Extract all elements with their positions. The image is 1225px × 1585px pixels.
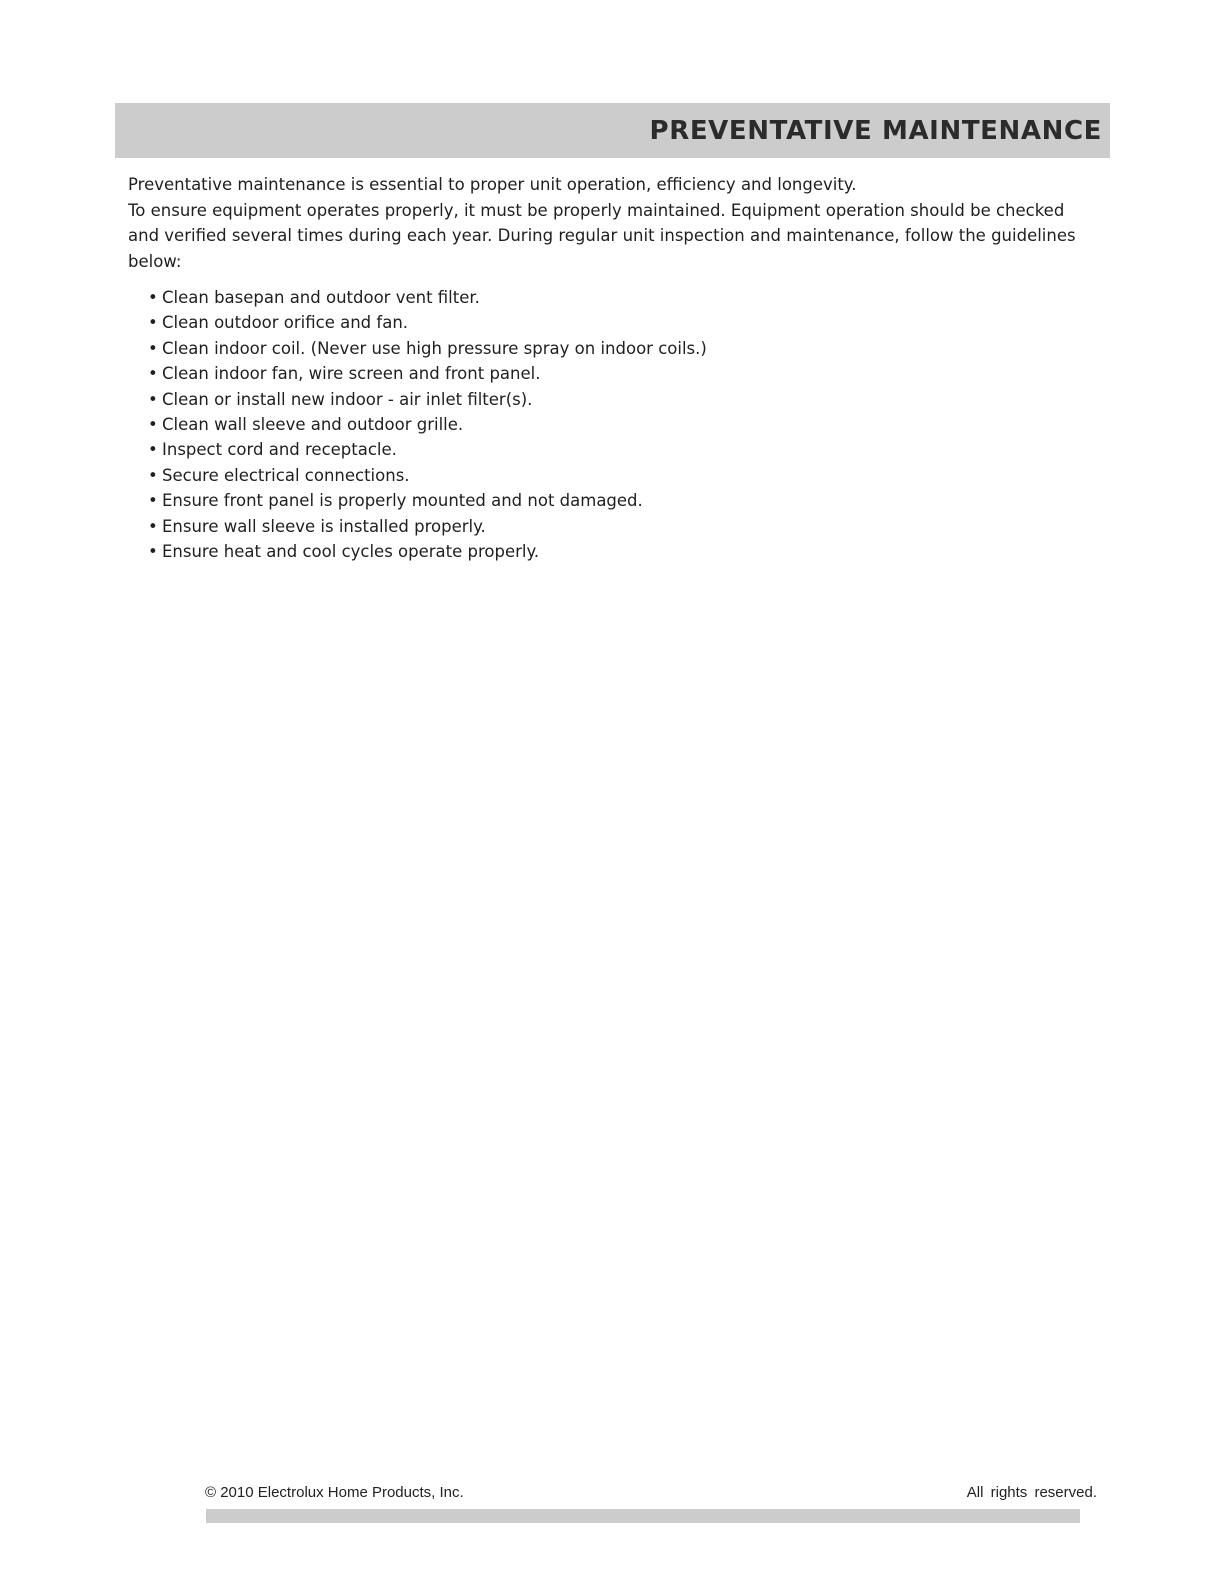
list-item-text: Clean wall sleeve and outdoor grille. xyxy=(162,415,464,435)
list-item-text: Secure electrical connections. xyxy=(162,465,410,485)
bullet-icon: • xyxy=(148,440,158,460)
list-item xyxy=(148,539,707,564)
bullet-icon: • xyxy=(148,465,158,485)
bullet-icon: • xyxy=(148,288,158,307)
bullet-icon: • xyxy=(148,415,158,435)
bullet-icon: • xyxy=(148,542,158,562)
list-item xyxy=(148,336,707,361)
list-item-text: Inspect cord and receptacle. xyxy=(162,440,397,460)
list-item-text: Clean indoor coil. (Never use high pressure spray on indoor coils.) xyxy=(162,338,707,358)
list-item xyxy=(148,361,707,386)
list-item-text: Clean or install new indoor - air inlet filter(s). xyxy=(162,389,533,409)
list-item-text: Ensure front panel is properly mounted and not damaged. xyxy=(162,491,643,511)
guidelines-list xyxy=(148,285,707,564)
list-item-text: Clean basepan and outdoor vent filter. xyxy=(162,288,480,307)
copyright-notice: © 2010 Electrolux Home Products, Inc. xyxy=(205,1484,464,1501)
bullet-icon: • xyxy=(148,364,158,384)
footer-bar xyxy=(206,1509,1080,1523)
page-title: PREVENTATIVE MAINTENANCE xyxy=(649,116,1102,146)
list-item-text: Ensure wall sleeve is installed properly. xyxy=(162,516,486,536)
bullet-icon: • xyxy=(148,313,158,333)
intro-text xyxy=(128,172,1088,274)
list-item xyxy=(148,285,707,310)
intro-paragraph-2: To ensure equipment operates properly, it must be properly maintained. Equipment operation should be checked and verified several times during each year. During regular unit inspection and maintenance, follow the guidelines below: xyxy=(128,200,1076,271)
header-bar xyxy=(115,103,1110,158)
list-item-text: Clean indoor fan, wire screen and front panel. xyxy=(162,364,541,384)
bullet-icon: • xyxy=(148,389,158,409)
intro-paragraph-1: Preventative maintenance is essential to proper unit operation, efficiency and longevity. xyxy=(128,175,857,194)
page-footer xyxy=(205,1482,1097,1504)
list-item xyxy=(148,412,707,437)
list-item xyxy=(148,310,707,335)
bullet-icon: • xyxy=(148,491,158,511)
rights-reserved: All rights reserved. xyxy=(966,1484,1097,1501)
list-item xyxy=(148,387,707,412)
list-item-text: Clean outdoor orifice and fan. xyxy=(162,313,409,333)
list-item xyxy=(148,463,707,488)
list-item-text: Ensure heat and cool cycles operate properly. xyxy=(162,542,540,562)
list-item xyxy=(148,437,707,462)
bullet-icon: • xyxy=(148,516,158,536)
list-item xyxy=(148,488,707,513)
list-item xyxy=(148,514,707,539)
bullet-icon: • xyxy=(148,338,158,358)
